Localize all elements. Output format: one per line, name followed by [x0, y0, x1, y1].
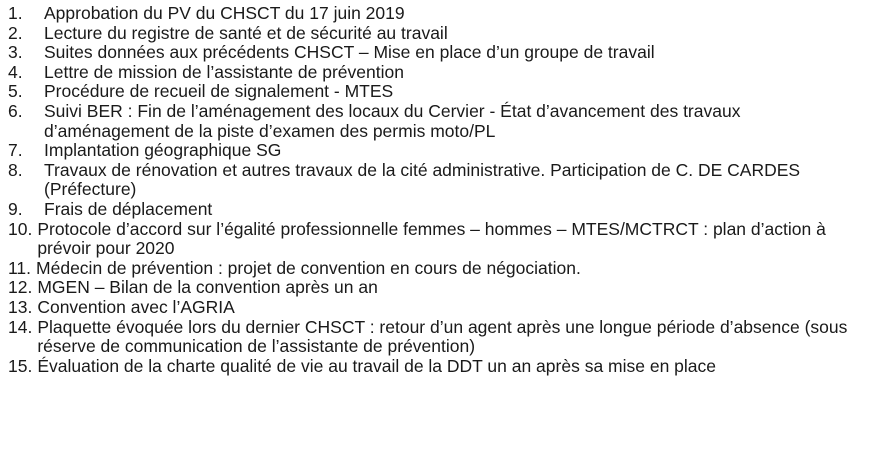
- agenda-item-1: [8, 4, 863, 24]
- item-text: Implantation géographique SG: [44, 140, 282, 161]
- agenda-item-5: [8, 82, 863, 102]
- item-text: Plaquette évoquée lors du dernier CHSCT : retour d’un agent après une longue période d’absence (sous réserve de communication de l’assistante de prévention): [37, 316, 848, 357]
- item-text: Frais de déplacement: [44, 198, 213, 219]
- item-number: 8.: [8, 159, 23, 180]
- item-number: 15.: [8, 355, 33, 376]
- item-text: Suivi BER : Fin de l’aménagement des locaux du Cervier - État d’avancement des travaux d’aménagement de la piste d’examen des permis moto/PL: [44, 100, 741, 141]
- item-text: Lettre de mission de l’assistante de prévention: [44, 61, 404, 82]
- item-number: 7.: [8, 140, 23, 161]
- agenda-item-8: [8, 161, 863, 200]
- agenda-item-2: [8, 24, 863, 44]
- item-number: 14.: [8, 316, 33, 337]
- item-number: 2.: [8, 22, 23, 43]
- item-number: 3.: [8, 42, 23, 63]
- item-number: 4.: [8, 61, 23, 82]
- item-number: 13.: [8, 296, 33, 317]
- item-text: Suites données aux précédents CHSCT – Mise en place d’un groupe de travail: [44, 42, 655, 63]
- item-text: Procédure de recueil de signalement - MTES: [44, 81, 394, 102]
- agenda-item-14: [8, 318, 863, 357]
- agenda-item-12: [8, 278, 863, 298]
- agenda-item-13: [8, 298, 863, 318]
- item-text: Convention avec l’AGRIA: [37, 296, 235, 317]
- agenda-item-11: [8, 259, 863, 279]
- item-number: 5.: [8, 81, 23, 102]
- item-text: Approbation du PV du CHSCT du 17 juin 2019: [44, 3, 405, 23]
- agenda-item-4: [8, 63, 863, 83]
- item-number: 6.: [8, 100, 23, 121]
- item-text: Lecture du registre de santé et de sécurité au travail: [44, 22, 448, 43]
- agenda-item-6: [8, 102, 863, 141]
- agenda-item-7: [8, 141, 863, 161]
- agenda-list: [8, 4, 863, 376]
- item-text: Protocole d’accord sur l’égalité professionnelle femmes – hommes – MTES/MCTRCT : plan d’action à prévoir pour 2020: [37, 218, 826, 259]
- agenda-item-9: [8, 200, 863, 220]
- item-number: 1.: [8, 3, 23, 23]
- agenda-item-10: [8, 220, 863, 259]
- agenda-item-3: [8, 43, 863, 63]
- agenda-item-15: [8, 357, 863, 377]
- item-text: Évaluation de la charte qualité de vie au travail de la DDT un an après sa mise en place: [37, 355, 717, 376]
- item-number: 9.: [8, 198, 23, 219]
- item-text: Travaux de rénovation et autres travaux de la cité administrative. Participation de C. DE CARDES (Préfecture): [44, 159, 801, 200]
- item-number: 10.: [8, 218, 33, 239]
- item-text: Médecin de prévention : projet de convention en cours de négociation.: [36, 257, 581, 278]
- item-number: 11.: [8, 257, 32, 278]
- item-text: MGEN – Bilan de la convention après un an: [37, 277, 378, 298]
- item-number: 12.: [8, 277, 33, 298]
